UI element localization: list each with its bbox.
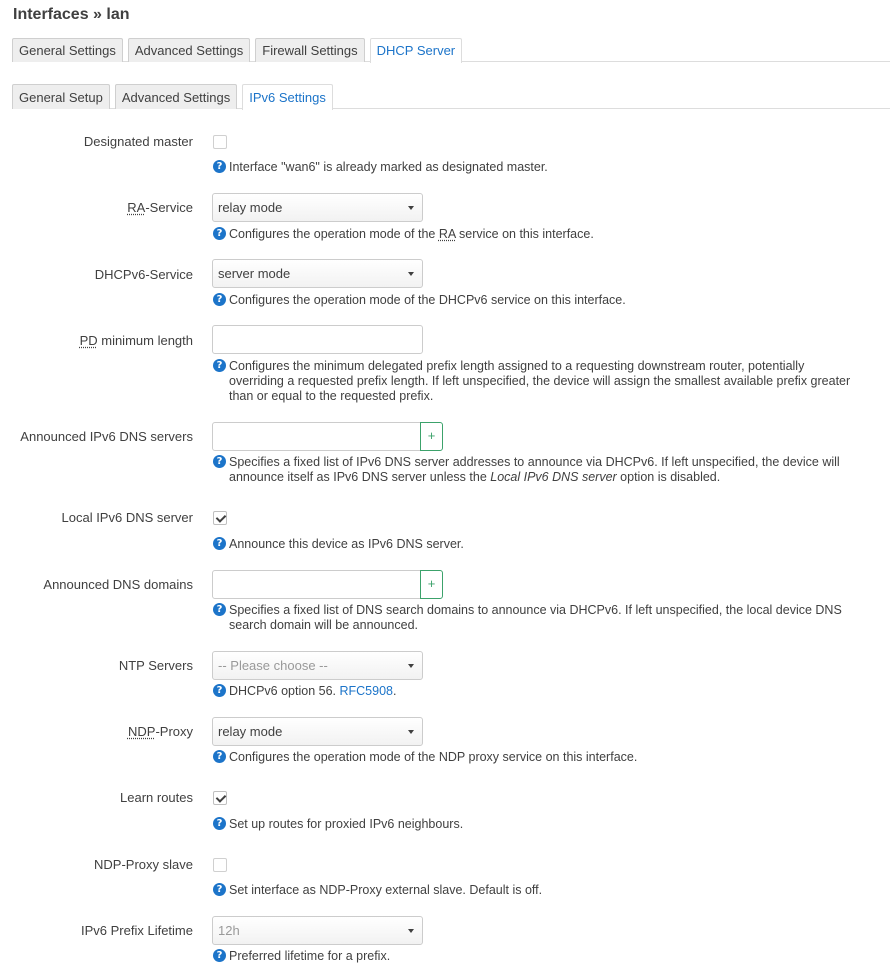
page-title: Interfaces » lan xyxy=(13,6,130,23)
help-icon: ? xyxy=(213,359,226,372)
help-icon: ? xyxy=(213,603,226,616)
ndp-proxy-slave-label: NDP-Proxy slave xyxy=(94,857,193,872)
ra-service-help: ? Configures the operation mode of the RA service on this interface. xyxy=(213,227,883,242)
dhcpv6-service-help: ? Configures the operation mode of the DHCPv6 service on this interface. xyxy=(213,293,883,308)
announced-dns-domains-input[interactable] xyxy=(212,570,421,599)
tab-ipv6-settings[interactable]: IPv6 Settings xyxy=(242,84,333,110)
dhcpv6-service-label: DHCPv6-Service xyxy=(94,267,193,282)
rfc5908-link[interactable]: RFC5908 xyxy=(339,684,393,698)
local-dns-server-label: Local IPv6 DNS server xyxy=(61,510,193,525)
help-icon: ? xyxy=(213,949,226,962)
chevron-down-icon xyxy=(408,272,414,276)
add-dns-server-button[interactable]: + xyxy=(420,422,443,451)
help-icon: ? xyxy=(213,750,226,763)
ntp-servers-select[interactable]: -- Please choose -- xyxy=(212,651,423,680)
help-icon: ? xyxy=(213,537,226,550)
help-icon: ? xyxy=(213,817,226,830)
announced-dns-servers-help: ? Specifies a fixed list of IPv6 DNS server addresses to announce via DHCPv6. If left unspecified, the device will announce itself as IPv6 DNS server unless the Local IPv6 DNS server option is disabled. xyxy=(213,455,883,485)
help-icon: ? xyxy=(213,160,226,173)
announced-dns-domains-help: ? Specifies a fixed list of DNS search domains to announce via DHCPv6. If left unspecified, the local device DNS search domain will be announced. xyxy=(213,603,883,633)
chevron-down-icon xyxy=(408,730,414,734)
announced-dns-servers-label: Announced IPv6 DNS servers xyxy=(20,429,193,444)
announced-dns-domains-label: Announced DNS domains xyxy=(43,577,193,592)
tab-advanced-settings[interactable]: Advanced Settings xyxy=(128,38,250,62)
add-dns-domain-button[interactable]: + xyxy=(420,570,443,599)
announced-dns-servers-input[interactable] xyxy=(212,422,421,451)
help-icon: ? xyxy=(213,227,226,240)
ra-service-label: RA-Service xyxy=(127,200,193,215)
chevron-down-icon xyxy=(408,206,414,210)
ndp-proxy-slave-help: ? Set interface as NDP-Proxy external slave. Default is off. xyxy=(213,883,883,898)
sub-tabs xyxy=(12,84,890,109)
tab-firewall-settings[interactable]: Firewall Settings xyxy=(255,38,364,62)
tab-general-settings[interactable]: General Settings xyxy=(12,38,123,62)
learn-routes-label: Learn routes xyxy=(120,790,193,805)
tab-dhcp-server[interactable]: DHCP Server xyxy=(370,38,463,63)
ntp-servers-help: ? DHCPv6 option 56. RFC5908. xyxy=(213,684,883,699)
designated-master-help: ? Interface "wan6" is already marked as designated master. xyxy=(213,160,883,175)
ndp-proxy-slave-checkbox[interactable] xyxy=(213,858,227,872)
ntp-servers-label: NTP Servers xyxy=(118,658,193,673)
designated-master-checkbox[interactable] xyxy=(213,135,227,149)
main-tabs xyxy=(12,38,890,62)
chevron-down-icon xyxy=(408,664,414,668)
help-icon: ? xyxy=(213,684,226,697)
pd-minimum-length-input[interactable] xyxy=(212,325,423,354)
designated-master-label: Designated master xyxy=(83,134,193,149)
tab-general-setup[interactable]: General Setup xyxy=(12,84,110,109)
tab-sub-advanced-settings[interactable]: Advanced Settings xyxy=(115,84,237,109)
ipv6-prefix-lifetime-label: IPv6 Prefix Lifetime xyxy=(81,923,193,938)
ndp-proxy-label: NDP-Proxy xyxy=(127,724,193,739)
help-icon: ? xyxy=(213,883,226,896)
local-dns-server-help: ? Announce this device as IPv6 DNS server. xyxy=(213,537,883,552)
ndp-proxy-help: ? Configures the operation mode of the NDP proxy service on this interface. xyxy=(213,750,883,765)
ipv6-prefix-lifetime-help: ? Preferred lifetime for a prefix. xyxy=(213,949,883,964)
learn-routes-help: ? Set up routes for proxied IPv6 neighbours. xyxy=(213,817,883,832)
learn-routes-checkbox[interactable] xyxy=(213,791,227,805)
pd-minimum-length-label: PD minimum length xyxy=(79,333,193,348)
ipv6-prefix-lifetime-select[interactable]: 12h xyxy=(212,916,423,945)
local-dns-server-checkbox[interactable] xyxy=(213,511,227,525)
help-icon: ? xyxy=(213,293,226,306)
pd-minimum-length-help: ? Configures the minimum delegated prefix length assigned to a requesting downstream router, potentially overriding a requested prefix length. If left unspecified, the device will assign the smallest available prefix greater than or equal to the requested prefix. xyxy=(213,359,883,404)
chevron-down-icon xyxy=(408,929,414,933)
ndp-proxy-select[interactable]: relay mode xyxy=(212,717,423,746)
ra-service-select[interactable]: relay mode xyxy=(212,193,423,222)
help-icon: ? xyxy=(213,455,226,468)
dhcpv6-service-select[interactable]: server mode xyxy=(212,259,423,288)
